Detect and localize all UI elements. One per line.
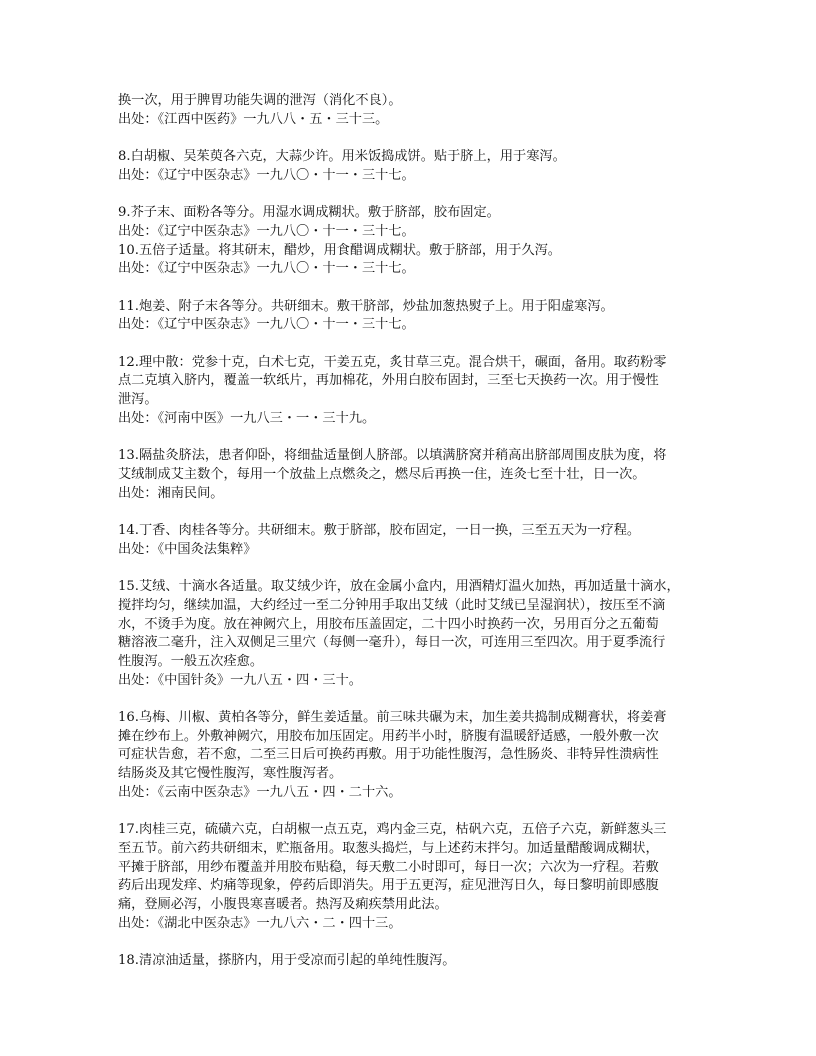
text-line: 性腹泻。一般五次痊愈。	[118, 653, 264, 669]
source-line: 出处：《江西中医药》一九八八・五・三十三。	[118, 111, 389, 127]
paragraph	[118, 92, 718, 129]
text-line: 点二克填入脐内，覆盖一软纸片，再加棉花，外用白胶布固封，三至七天换药一次。用于慢性	[118, 373, 659, 389]
text-line: 9.芥子末、面粉各等分。用湿水调成糊状。敷于脐部，胶布固定。	[118, 205, 500, 221]
paragraph	[118, 148, 718, 185]
text-line: 艾绒制成艾主数个，每用一个放盐上点燃灸之，燃尽后再换一住，连灸七至十壮，日一次。	[118, 466, 646, 482]
paragraph	[118, 447, 718, 503]
source-line: 出处：《湖北中医杂志》一九八六・二・四十三。	[118, 915, 402, 931]
text-line: 8.白胡椒、吴茱萸各六克，大蒜少许。用米饭捣成饼。贴于脐上，用于寒泻。	[118, 149, 566, 165]
text-line: 12.理中散：党参十克，白术七克，干姜五克，炙甘草三克。混合烘干，碾面，备用。取药粉零	[118, 354, 667, 370]
paragraph	[118, 709, 718, 803]
text-line: 平摊于脐部，用纱布覆盖并用胶布贴稳，每天敷二小时即可，每日一次；六次为一疗程。若敷	[118, 859, 659, 875]
text-line: 17.肉桂三克，硫磺六克，白胡椒一点五克，鸡内金三克，枯矾六克，五倍子六克，新鲜葱头三	[118, 822, 667, 838]
text-line: 至五节。前六药共研细末，贮瓶备用。取葱头捣烂，与上述药末拌匀。加适量醋酸调成糊状，	[118, 840, 659, 856]
paragraph	[118, 821, 718, 933]
source-line: 出处：《辽宁中医杂志》一九八〇・十一・三十七。	[118, 261, 415, 277]
text-line: 糖溶液二毫升，注入双侧足三里穴（每侧一毫升），每日一次，可连用三至四次。用于夏季流行	[118, 635, 666, 651]
text-line: 18.清凉油适量，搽脐内，用于受凉而引起的单纯性腹泻。	[118, 953, 456, 969]
source-line: 出处：《中国针灸》一九八五・四・三十。	[118, 672, 362, 688]
paragraph	[118, 298, 718, 335]
paragraph	[118, 952, 718, 971]
paragraph	[118, 578, 718, 690]
paragraph	[118, 354, 718, 429]
text-line: 泄泻。	[118, 392, 158, 408]
text-line: 15.艾绒、十滴水各适量。取艾绒少许，放在金属小盒内，用酒精灯温火加热，再加适量十滴水，	[118, 579, 680, 595]
source-line: 出处：《辽宁中医杂志》一九八〇・十一・三十七。	[118, 167, 415, 183]
text-line: 水，不烫手为度。放在神阙穴上，用胶布压盖固定，二十四小时换药一次，另用百分之五葡萄	[118, 616, 659, 632]
text-line: 换一次，用于脾胃功能失调的泄泻（消化不良）。	[118, 93, 402, 108]
paragraph	[118, 522, 718, 559]
paragraph	[118, 242, 718, 279]
paragraph	[118, 204, 718, 241]
source-line: 出处：《河南中医》一九八三・一・三十九。	[118, 410, 376, 426]
text-line: 搅拌均匀，继续加温，大约经过一至二分钟用手取出艾绒（此时艾绒已呈湿润状），按压至不滴	[118, 597, 666, 613]
text-line: 11.炮姜、附子末各等分。共研细末。敷干脐部，炒盐加葱热熨子上。用于阳虚寒泻。	[118, 298, 614, 314]
text-line: 14.丁香、肉桂各等分。共研细末。敷于脐部，胶布固定，一日一换，三至五天为一疗程。	[118, 523, 641, 539]
text-line: 结肠炎及其它慢性腹泻，寒性腹泻者。	[118, 766, 343, 782]
text-line: 痛，登厕必泻，小腹畏寒喜暖者。热泻及痢疾禁用此法。	[118, 897, 448, 913]
text-line: 13.隔盐灸脐法，患者仰卧，将细盐适量倒人脐部。以填满脐窝并稍高出脐部周围皮肤为度，将	[118, 448, 667, 464]
document-page	[118, 92, 718, 990]
source-line: 出处：《辽宁中医杂志》一九八〇・十一・三十七。	[118, 317, 415, 333]
text-line: 药后出现发痒、灼痛等现象，停药后即消失。用于五更泻，症见泄泻日久，每日黎明前即感腹	[118, 878, 659, 894]
source-line: 出处：《辽宁中医杂志》一九八〇・十一・三十七。	[118, 223, 415, 239]
text-line: 10.五倍子适量。将其研末，醋炒，用食醋调成糊状。敷于脐部，用于久泻。	[118, 242, 561, 258]
source-line: 出处：《中国灸法集粹》	[118, 541, 257, 557]
source-line: 出处：湘南民间。	[118, 485, 224, 501]
text-line: 摊在纱布上。外敷神阙穴，用胶布加压固定。用药半小时，脐腹有温暖舒适感，一般外敷一次	[118, 728, 659, 744]
text-line: 可症状告愈，若不愈，二至三日后可换药再敷。用于功能性腹泻，急性肠炎、非特异性溃病性	[118, 747, 659, 763]
source-line: 出处：《云南中医杂志》一九八五・四・二十六。	[118, 784, 402, 800]
text-line: 16.乌梅、川椒、黄柏各等分，鲜生姜适量。前三味共碾为末，加生姜共捣制成糊膏状，将姜膏	[118, 710, 667, 726]
